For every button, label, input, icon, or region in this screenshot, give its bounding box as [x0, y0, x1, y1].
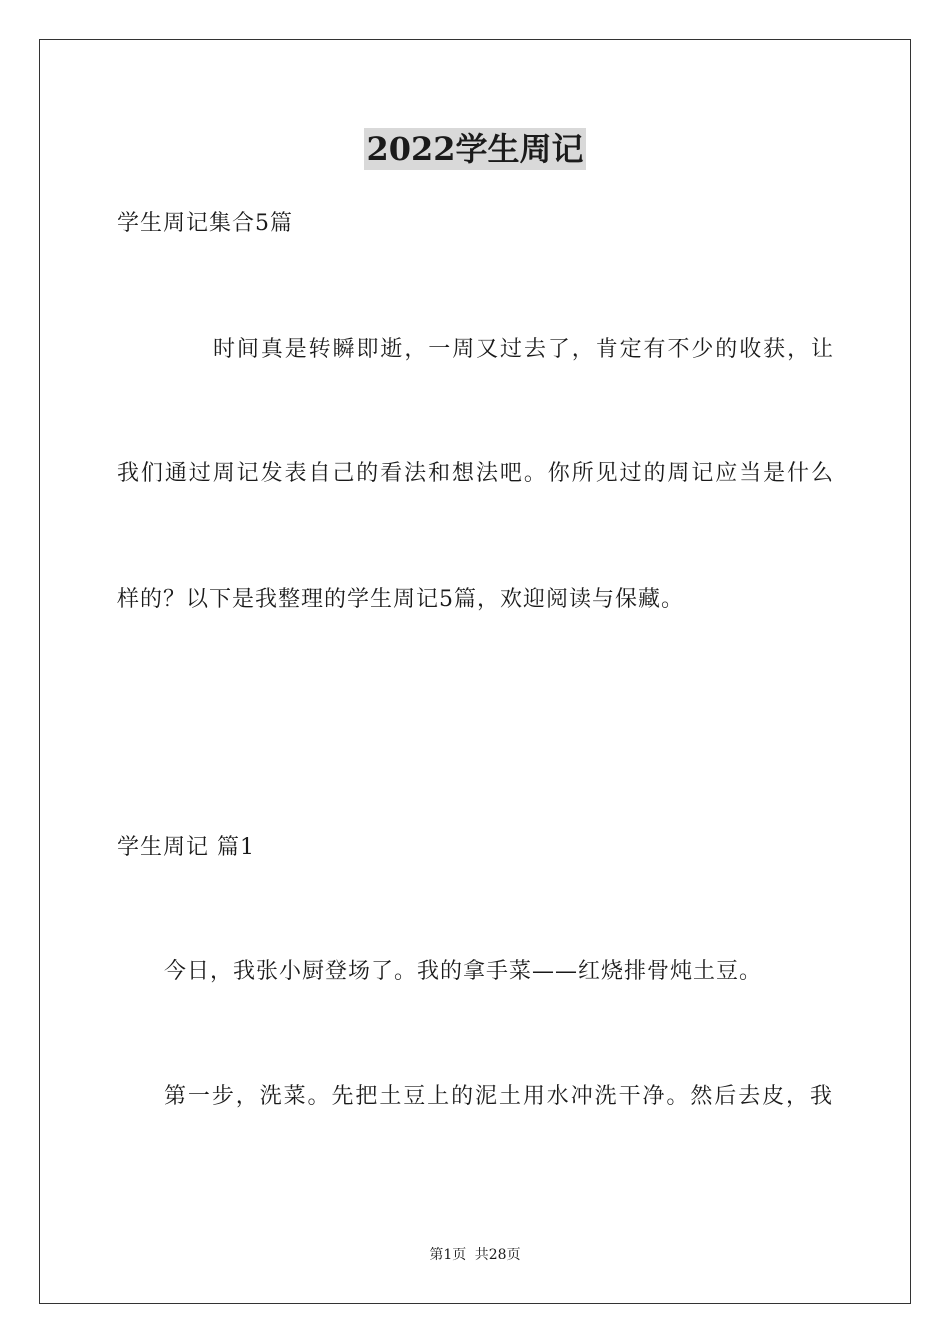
intro-line-1: 时间真是转瞬即逝，一周又过去了，肯定有不少的收获，让: [213, 337, 833, 362]
document-subtitle: 学生周记集合5篇: [117, 211, 293, 236]
page-number-current: 第1页: [429, 1247, 467, 1263]
section-heading: 学生周记 篇1: [117, 835, 255, 860]
body-line-1: 今日，我张小厨登场了。我的拿手菜——红烧排骨炖土豆。: [164, 959, 763, 984]
page-number-total: 共28页: [474, 1247, 521, 1263]
body-line-2: 第一步，洗菜。先把土豆上的泥土用水冲洗干净。然后去皮，我: [164, 1084, 832, 1109]
title-container: [0, 128, 950, 170]
document-title: 2022学生周记: [366, 130, 584, 168]
intro-line-2: 我们通过周记发表自己的看法和想法吧。你所见过的周记应当是什么: [117, 461, 833, 486]
page-footer: [0, 1246, 950, 1264]
intro-line-3: 样的？以下是我整理的学生周记5篇，欢迎阅读与保藏。: [117, 587, 684, 612]
